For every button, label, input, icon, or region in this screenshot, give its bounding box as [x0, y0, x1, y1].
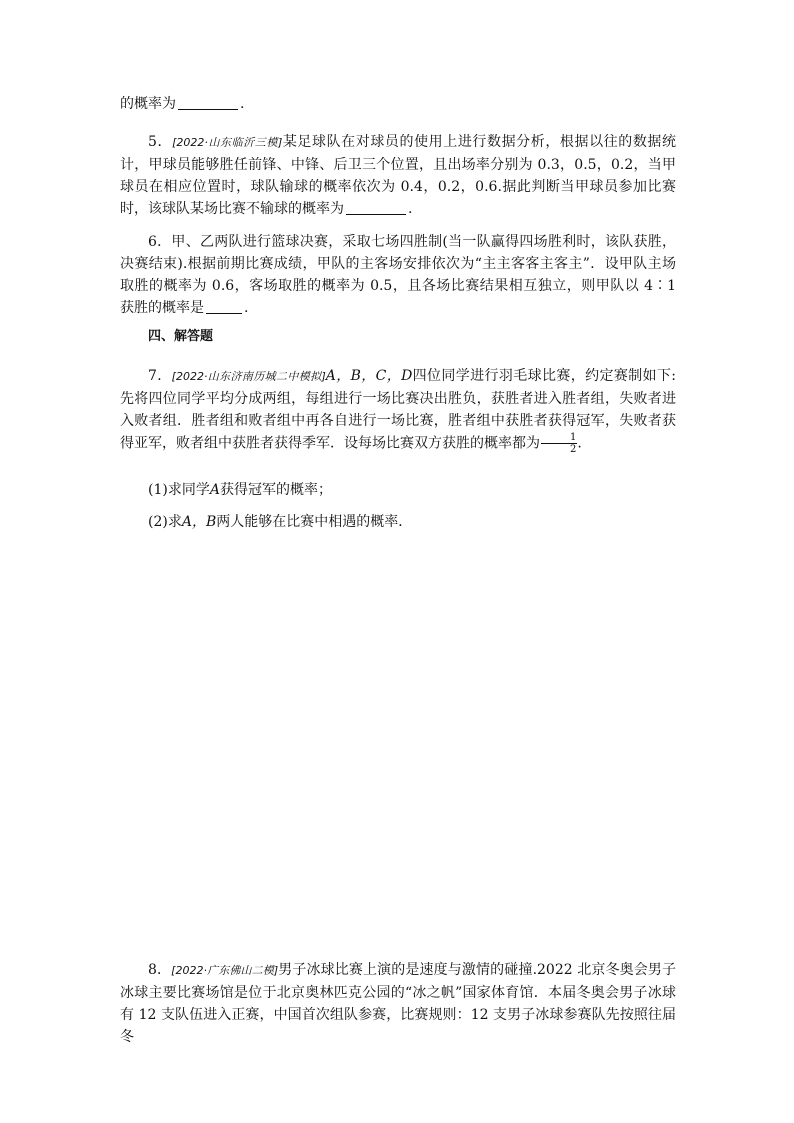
answer-blank[interactable] — [346, 200, 406, 215]
question-8 — [120, 959, 676, 1048]
question-number: 8． — [148, 962, 172, 978]
question-number: 5． — [148, 134, 173, 150]
question-number: 7． — [148, 368, 172, 384]
answer-blank[interactable] — [178, 95, 238, 110]
fraction-one-half: $\frac{1}{2}$ — [541, 432, 577, 455]
question-5: 5．[2022·山东临沂三模]某足球队在对球员的使用上进行数据分析，根据以往的数据统计，甲球员能够胜任前锋、中锋、后卫三个位置，且出场率分别为 0.3，0.5，0.2，当甲球员在相应位置时，球队输球的概率依次为 0.4，0.2，0.6.据此判断当甲球员参加比赛时，该球队某场比赛不输球的概率为 . — [120, 134, 676, 217]
question-7-part-1: (1)求同学A获得冠军的概率； — [148, 482, 332, 498]
question-text: 四位同学进行羽毛球比赛，约定赛制如下: 先将四位同学平均分成两组，每组进行一场比赛决出胜负，获胜者进入胜者组，失败者进入败者组．胜者组和败者组中再各自进行一场比赛，胜者组中获胜者获得冠军，失败者获得亚军，败者组中获胜者获得季军．设每场比赛双方获胜的概率都为 — [120, 368, 676, 452]
question-text: 某足球队在对球员的使用上进行数据分析，根据以往的数据统计，甲球员能够胜任前锋、中锋、后卫三个位置，且出场率分别为 0.3，0.5，0.2，当甲球员在相应位置时，球队输球的概率依次为 0.4，0.2，0.6.据此判断当甲球员参加比赛时，该球队某场比赛不输球的概率为 — [120, 134, 676, 217]
question-text: 男子冰球比赛上演的是速度与激情的碰撞.2022 北京冬奥会男子冰球主要比赛场馆是位于北京奥林匹克公园的“冰之帆”国家体育馆．本届冬奥会男子冰球有 12 支队伍进入正赛，中国首次组队参赛，比赛规则：12 支男子冰球参赛队先按照往届冬 — [120, 962, 676, 1045]
variable-list: A，B，C，D — [325, 368, 413, 384]
question-source: [2022·山东临沂三模] — [172, 136, 283, 149]
question-text: 6．甲、乙两队进行篮球决赛，采取七场四胜制(当一队赢得四场胜利时，该队获胜，决赛结束).根据前期比赛成绩，甲队的主客场安排依次为“主主客客主客主”．设甲队主场取胜的概率为 0.6，客场取胜的概率为 0.5，且各场比赛结果相互独立，则甲队以 4∶1 获胜的概率是 — [120, 234, 676, 316]
question-source: [2022·广东佛山二模] — [171, 964, 279, 977]
section-heading: 四、解答题 — [148, 329, 214, 344]
question-source: [2022·山东济南历城二中模拟] — [171, 370, 326, 383]
question-6: 6．甲、乙两队进行篮球决赛，采取七场四胜制(当一队赢得四场胜利时，该队获胜，决赛结束).根据前期比赛成绩，甲队的主客场安排依次为“主主客客主客主”．设甲队主场取胜的概率为 0.6，客场取胜的概率为 0.5，且各场比赛结果相互独立，则甲队以 4∶1 获胜的概率是 . — [120, 234, 676, 316]
question-4-tail: 的概率为 . — [120, 96, 245, 112]
answer-blank[interactable] — [206, 299, 242, 314]
question-7-part-2: (2)求A，B两人能够在比赛中相遇的概率． — [148, 514, 413, 530]
question-7: 7．[2022·山东济南历城二中模拟]A，B，C，D四位同学进行羽毛球比赛，约定赛制如下: 先将四位同学平均分成两组，每组进行一场比赛决出胜负，获胜者进入胜者组，失败者进入败者组．胜者组和败者组中再各自进行一场比赛，胜者组中获胜者获得冠军，失败者获得亚军，败者组中获胜者获得季军．设每场比赛双方获胜的概率都为 $\frac{1}{2}$ . — [120, 368, 676, 455]
